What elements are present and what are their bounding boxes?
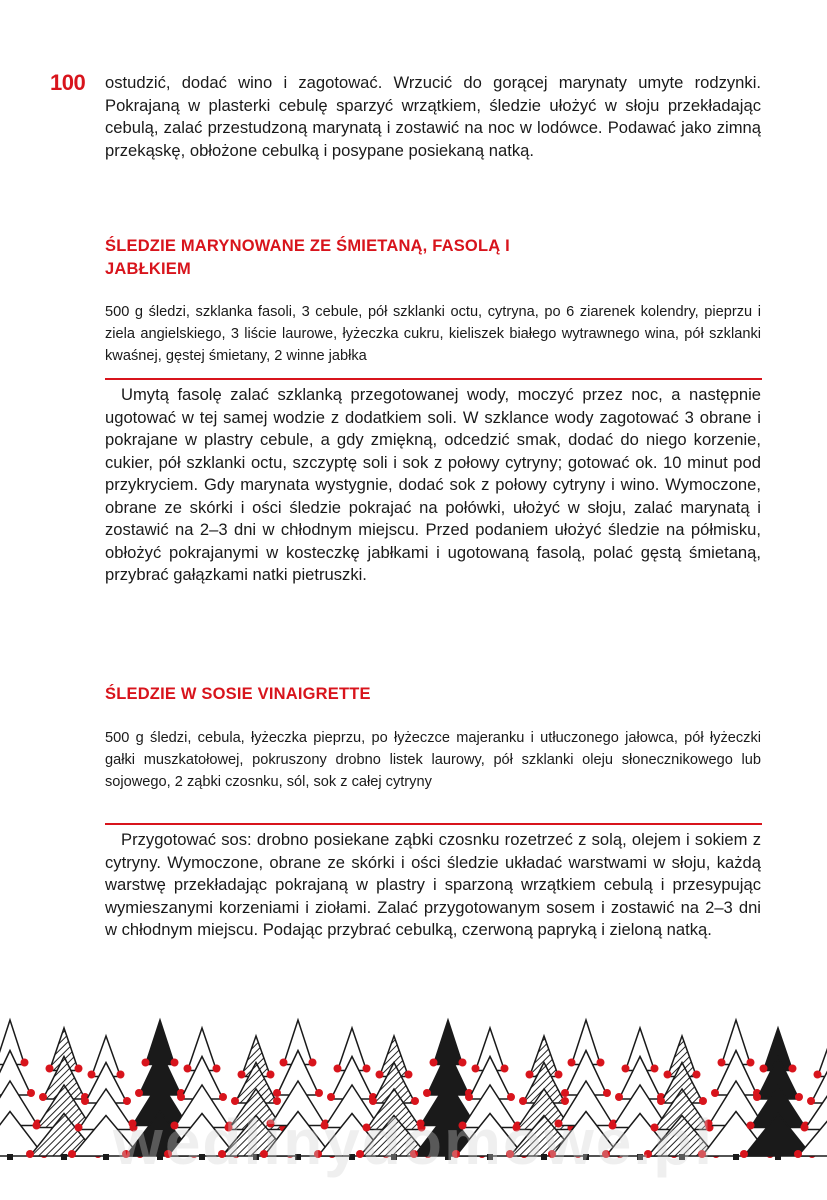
recipe-title-2: ŚLEDZIE W SOSIE VINAIGRETTE <box>105 685 371 703</box>
recipe-ingredients-2: 500 g śledzi, cebula, łyżeczka pieprzu, po łyżeczce majeranku i utłuczonego jałowca, pół łyżeczki gałki muszkatołowej, pokruszony drobno listek laurowy, pół szklanki oleju słonecznikowego lub sojowego, 2 ząbki czosnku, sól, sok z całej cytryny <box>105 730 761 790</box>
recipe-title-1: ŚLEDZIE MARYNOWANE ZE ŚMIETANĄ, FASOLĄ I JABŁKIEM <box>105 237 510 278</box>
divider-1 <box>105 378 762 380</box>
recipe-ingredients-1: 500 g śledzi, szklanka fasoli, 3 cebule, pół szklanki octu, cytryna, po 6 ziarenek kolendry, pieprzu i ziela angielskiego, 3 liście laurowe, łyżeczka cukru, kieliszek białego wytrawnego wina, pół szklanki kwaśnej, gęstej śmietany, 2 winne jabłka <box>105 304 761 364</box>
divider-2 <box>105 823 762 825</box>
page-number: 100 <box>50 70 86 95</box>
watermark: wedlinydomowe.pl <box>113 1106 714 1178</box>
intro-paragraph: ostudzić, dodać wino i zagotować. Wrzucić do gorącej marynaty umyte rodzynki. Pokrajaną w plasterki cebulę sparzyć wrzątkiem, śledzie ułożyć w słoju przekładając cebulą, zalać przestudzoną marynatą i zostawić na noc w lodówce. Podawać jako zimną przekąskę, obłożone cebulką i posypane posiekaną natką. <box>105 73 761 160</box>
recipe-method-1: Umytą fasolę zalać szklanką przegotowanej wody, moczyć przez noc, a następnie ugotować w tej samej wodzie z dodatkiem soli. W szklance wody zagotować 3 obrane i pokrajane w plastry cebule, a gdy zmiękną, odcedzić smak, dodać do niego korzenie, cukier, pół szklanki octu, szczyptę soli i sok z połowy cytryny; gotować ok. 10 minut pod przykryciem. Gdy marynata wystygnie, dodać sok z połowy cytryny i wino. Wymoczone, obrane ze skórki i ości śledzie pokrajać na połówki, ułożyć w słoju, zalać marynatą i zostawić na 2–3 dni w chłodnym miejscu. Przed podaniem ułożyć śledzie na półmisku, obłożyć pokrajanymi w kosteczkę jabłkami i ugotowaną fasolą, polać gęstą śmietaną, przybrać gałązkami natki pietruszki. <box>105 385 761 584</box>
recipe-method-2: Przygotować sos: drobno posiekane ząbki czosnku rozetrzeć z solą, olejem i sokiem z cytryny. Wymoczone, obrane ze skórki i ości śledzie układać warstwami w słoju, każdą warstwę przekładając pokrajaną w plastry i sparzoną wrzątkiem cebulą i przesypując wymieszanymi korzeniami i ziołami. Zalać przygotowanym sosem i zostawić na 2–3 dni w chłodnym miejscu. Podając przybrać cebulką, czerwoną papryką i zieloną natką. <box>105 830 761 939</box>
